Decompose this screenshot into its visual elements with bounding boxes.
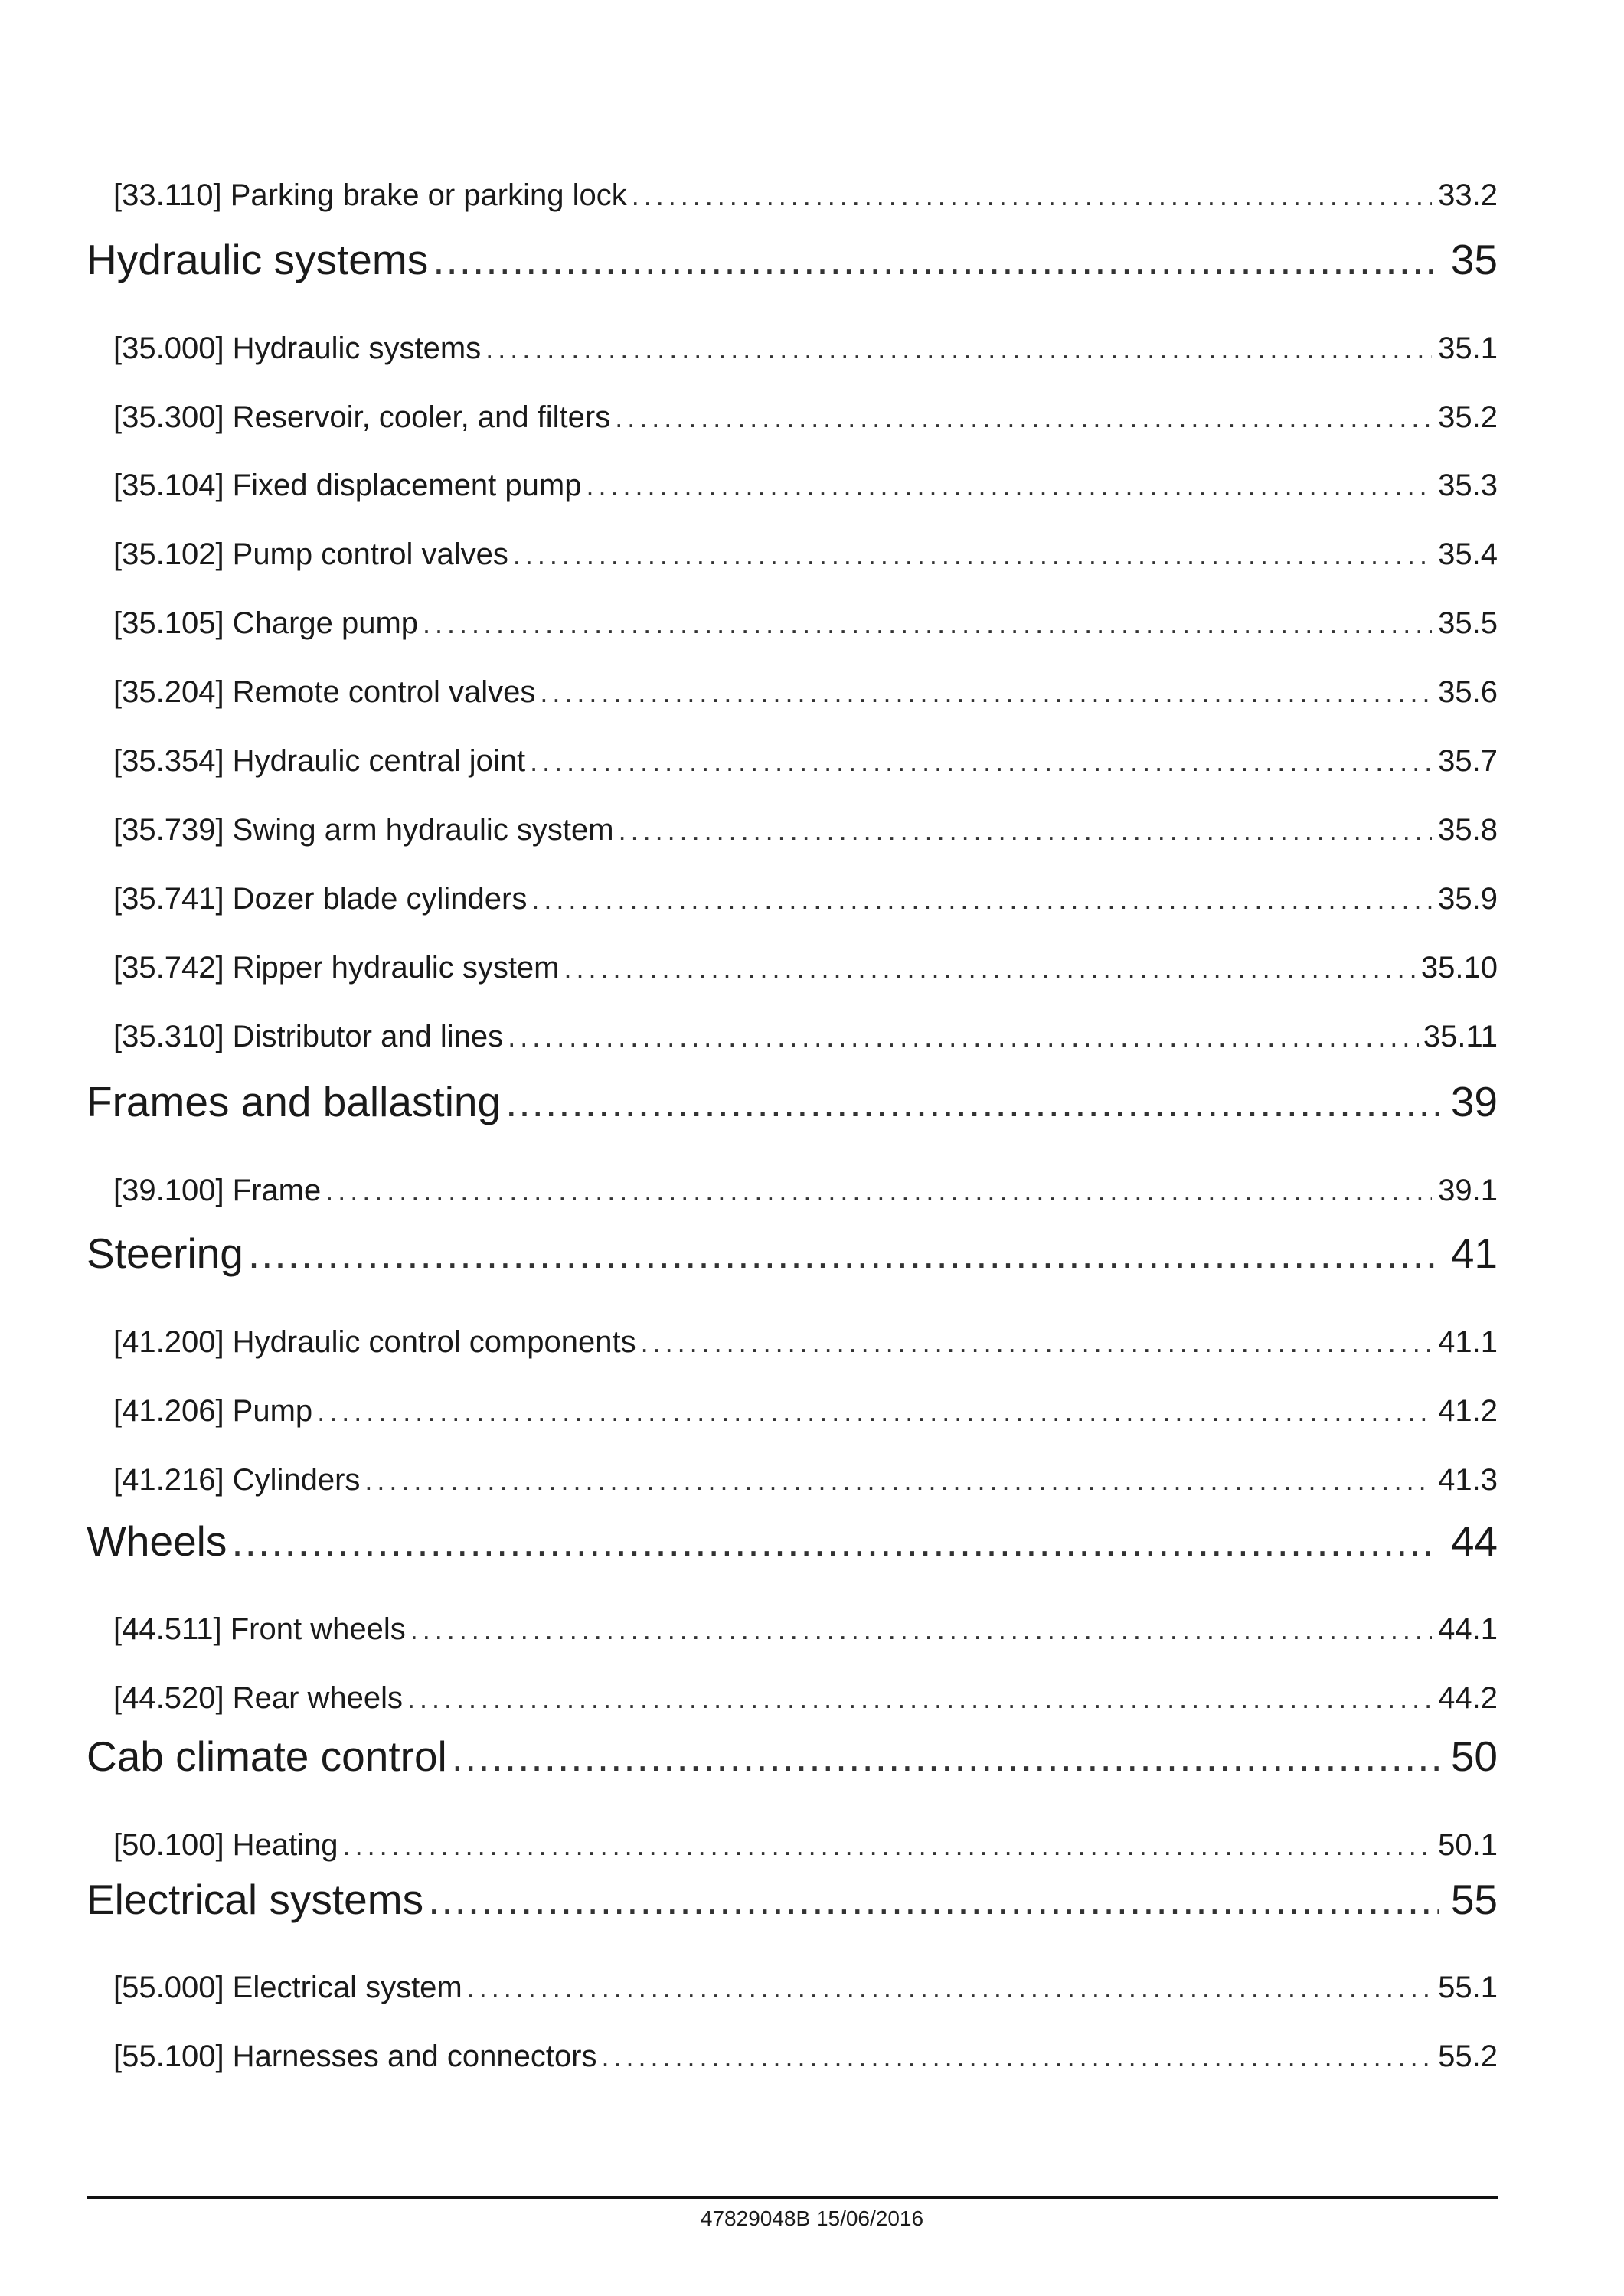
toc-entry[interactable] bbox=[113, 1325, 1498, 1360]
toc-page-number: 35 bbox=[1450, 236, 1498, 283]
footer-document-id: 47829048B 15/06/2016 bbox=[700, 2206, 924, 2230]
toc-entry[interactable] bbox=[113, 1612, 1498, 1647]
toc-page-number: 55.1 bbox=[1438, 1971, 1498, 2004]
toc-title: Steering bbox=[87, 1230, 243, 1277]
toc-section-heading[interactable] bbox=[87, 1077, 1498, 1126]
toc-leader-dots bbox=[428, 1875, 1439, 1924]
toc-entry[interactable] bbox=[113, 1020, 1498, 1054]
toc-entry[interactable] bbox=[113, 675, 1498, 710]
toc-page-number: 44 bbox=[1450, 1517, 1498, 1565]
toc-title: [35.300] Reservoir, cooler, and filters bbox=[113, 400, 611, 434]
toc-page-number: 35.8 bbox=[1438, 813, 1498, 847]
toc-leader-dots bbox=[343, 1830, 1432, 1862]
toc-title: [44.511] Front wheels bbox=[113, 1612, 406, 1646]
toc-entry[interactable] bbox=[113, 469, 1498, 503]
toc-entry[interactable] bbox=[113, 1394, 1498, 1429]
toc-page-number: 35.1 bbox=[1438, 331, 1498, 365]
toc-page-number: 41 bbox=[1450, 1230, 1498, 1277]
toc-leader-dots bbox=[602, 2041, 1432, 2073]
toc-page-number: 35.5 bbox=[1438, 606, 1498, 640]
toc-section-heading[interactable] bbox=[87, 1732, 1498, 1781]
toc-title: [35.742] Ripper hydraulic system bbox=[113, 951, 560, 985]
toc-entry[interactable] bbox=[113, 606, 1498, 641]
toc-page-number: 55 bbox=[1450, 1876, 1498, 1923]
toc-title: [41.216] Cylinders bbox=[113, 1463, 361, 1497]
toc-leader-dots bbox=[407, 1683, 1432, 1715]
toc-entry[interactable] bbox=[113, 178, 1498, 213]
toc-page-number: 44.2 bbox=[1438, 1681, 1498, 1715]
toc-section-heading[interactable] bbox=[87, 1517, 1498, 1566]
toc-leader-dots bbox=[467, 1972, 1432, 2004]
toc-entry[interactable] bbox=[113, 951, 1498, 985]
toc-leader-dots bbox=[540, 677, 1432, 709]
toc-page-number: 39.1 bbox=[1438, 1174, 1498, 1207]
toc-leader-dots bbox=[485, 333, 1432, 365]
toc-title: [35.204] Remote control valves bbox=[113, 675, 536, 709]
toc-leader-dots bbox=[530, 746, 1432, 778]
toc-title: [35.310] Distributor and lines bbox=[113, 1020, 504, 1053]
toc-page-number: 35.10 bbox=[1420, 951, 1498, 985]
toc-entry[interactable] bbox=[113, 331, 1498, 366]
toc-leader-dots bbox=[531, 883, 1432, 916]
toc-leader-dots bbox=[452, 1732, 1439, 1781]
toc-leader-dots bbox=[410, 1614, 1432, 1646]
toc-page-number: 35.2 bbox=[1438, 400, 1498, 434]
toc-entry[interactable] bbox=[113, 1828, 1498, 1863]
toc-leader-dots bbox=[615, 402, 1432, 434]
toc-title: Wheels bbox=[87, 1517, 227, 1565]
toc-leader-dots bbox=[586, 470, 1432, 502]
toc-page-number: 50.1 bbox=[1438, 1828, 1498, 1862]
toc-title: [35.741] Dozer blade cylinders bbox=[113, 882, 528, 916]
toc-page-number: 35.11 bbox=[1423, 1020, 1498, 1053]
toc-title: [35.104] Fixed displacement pump bbox=[113, 469, 582, 502]
toc-leader-dots bbox=[641, 1327, 1432, 1359]
toc-entry[interactable] bbox=[113, 1971, 1498, 2005]
toc-title: [50.100] Heating bbox=[113, 1828, 338, 1862]
toc-title: [35.102] Pump control valves bbox=[113, 537, 508, 571]
toc-page-number: 41.2 bbox=[1438, 1394, 1498, 1428]
toc-entry[interactable] bbox=[113, 2040, 1498, 2074]
toc-entry[interactable] bbox=[113, 744, 1498, 779]
toc-title: [41.200] Hydraulic control components bbox=[113, 1325, 636, 1359]
toc-section-heading[interactable] bbox=[87, 1875, 1498, 1924]
toc-page-number: 35.7 bbox=[1438, 744, 1498, 778]
toc-leader-dots bbox=[231, 1517, 1439, 1566]
toc-entry[interactable] bbox=[113, 1681, 1498, 1716]
toc-leader-dots bbox=[505, 1077, 1439, 1126]
toc-leader-dots bbox=[513, 539, 1432, 571]
toc-leader-dots bbox=[632, 180, 1432, 212]
toc-leader-dots bbox=[508, 1021, 1419, 1053]
toc-page-number: 35.3 bbox=[1438, 469, 1498, 502]
toc-entry[interactable] bbox=[113, 882, 1498, 916]
toc-leader-dots bbox=[619, 815, 1432, 847]
toc-title: Electrical systems bbox=[87, 1876, 424, 1923]
toc-title: [33.110] Parking brake or parking lock bbox=[113, 178, 627, 212]
toc-entry[interactable] bbox=[113, 813, 1498, 848]
toc-leader-dots bbox=[248, 1229, 1439, 1278]
toc-title: [35.000] Hydraulic systems bbox=[113, 331, 482, 365]
toc-page-number: 35.9 bbox=[1438, 882, 1498, 916]
toc-page-number: 35.6 bbox=[1438, 675, 1498, 709]
toc-entry[interactable] bbox=[113, 400, 1498, 435]
toc-title: [35.354] Hydraulic central joint bbox=[113, 744, 526, 778]
toc-page-number: 41.3 bbox=[1438, 1463, 1498, 1497]
toc-entry[interactable] bbox=[113, 1174, 1498, 1208]
toc-leader-dots bbox=[364, 1465, 1432, 1497]
toc-section-heading[interactable] bbox=[87, 235, 1498, 284]
toc-leader-dots bbox=[564, 952, 1417, 985]
toc-leader-dots bbox=[423, 608, 1432, 640]
toc-section-heading[interactable] bbox=[87, 1229, 1498, 1278]
toc-page-number: 35.4 bbox=[1438, 537, 1498, 571]
toc-entry[interactable] bbox=[113, 537, 1498, 572]
toc-title: Frames and ballasting bbox=[87, 1078, 502, 1125]
toc-page-number: 44.1 bbox=[1438, 1612, 1498, 1646]
toc-leader-dots bbox=[317, 1396, 1432, 1428]
toc-title: Hydraulic systems bbox=[87, 236, 429, 283]
toc-title: [44.520] Rear wheels bbox=[113, 1681, 404, 1715]
toc-title: [39.100] Frame bbox=[113, 1174, 322, 1207]
toc-page-number: 33.2 bbox=[1438, 178, 1498, 212]
toc-page-number: 55.2 bbox=[1438, 2040, 1498, 2073]
footer-divider bbox=[87, 2196, 1498, 2199]
toc-title: [55.000] Electrical system bbox=[113, 1971, 462, 2004]
toc-page-number: 41.1 bbox=[1438, 1325, 1498, 1359]
toc-entry[interactable] bbox=[113, 1463, 1498, 1497]
toc-page-number: 50 bbox=[1450, 1733, 1498, 1780]
toc-title: Cab climate control bbox=[87, 1733, 447, 1780]
toc-title: [35.105] Charge pump bbox=[113, 606, 419, 640]
toc-title: [41.206] Pump bbox=[113, 1394, 313, 1428]
toc-leader-dots bbox=[325, 1175, 1432, 1207]
toc-page-number: 39 bbox=[1450, 1078, 1498, 1125]
toc-leader-dots bbox=[433, 235, 1439, 284]
toc-title: [55.100] Harnesses and connectors bbox=[113, 2040, 597, 2073]
toc-title: [35.739] Swing arm hydraulic system bbox=[113, 813, 614, 847]
